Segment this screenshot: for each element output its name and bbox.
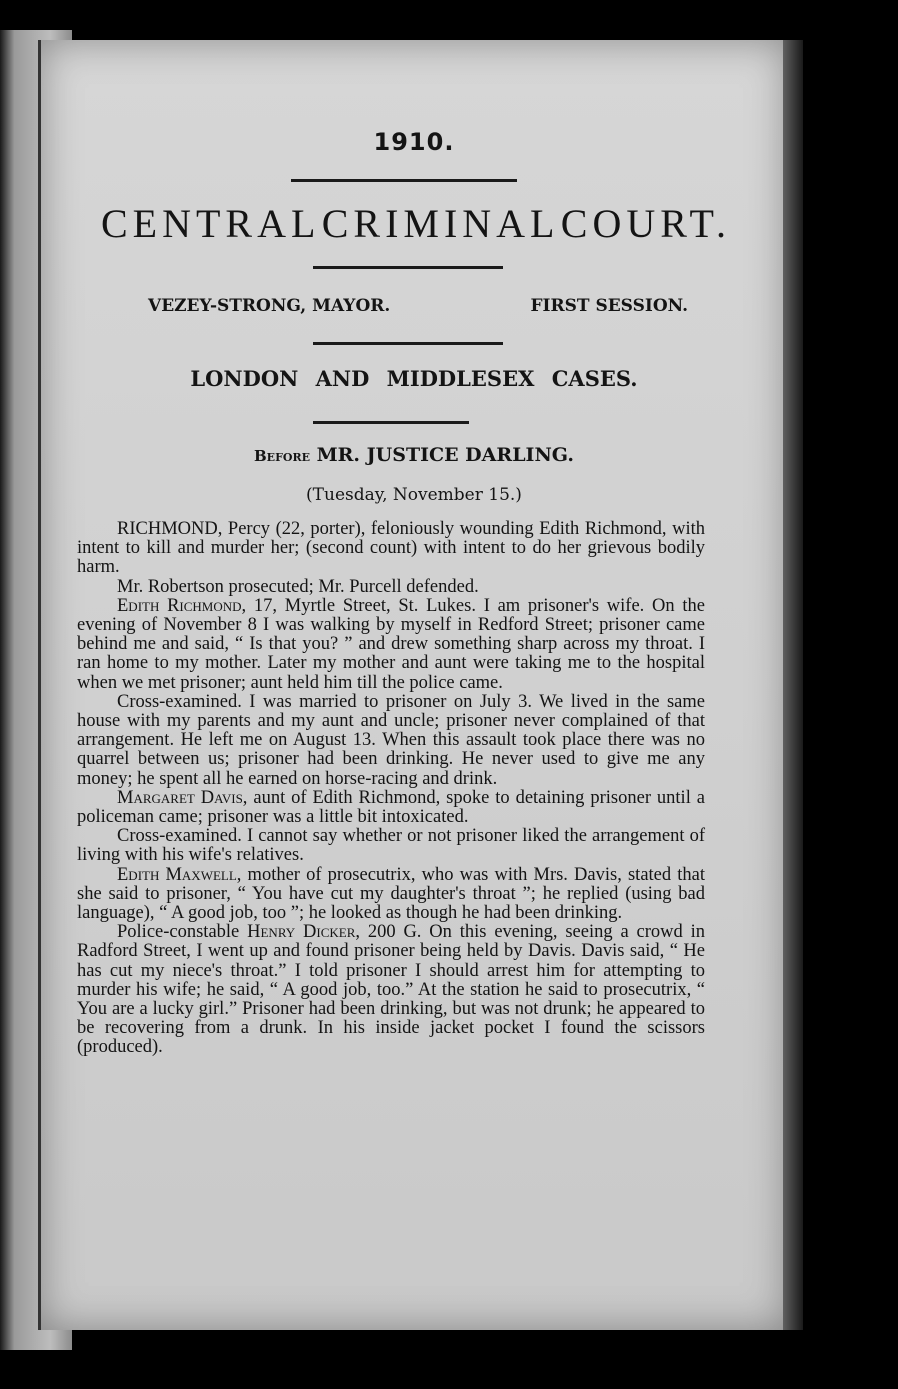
paragraph-text: , 17, Myrtle Street, St. Lukes. I am prisoner's wife. On the evening of November 8 I was walking by myself in Redford Street; prisoner came behind me and said, “ Is that you? ” and drew something sharp across my throat. I ran home to my mother. Later my mother and aunt were taking me to the hospital when we met prisoner; aunt held him till the police came. <box>77 595 705 693</box>
divider-rule <box>313 266 503 269</box>
witness-name: Margaret Davis <box>117 787 243 808</box>
witness-name: Edith Maxwell <box>117 864 237 885</box>
document-page <box>38 40 787 1330</box>
judge-heading <box>41 444 787 466</box>
defendant-name: RICHMOND <box>117 519 218 539</box>
before-prefix: Before <box>254 447 310 465</box>
court-title-word: COURT. <box>560 201 731 246</box>
divider-rule <box>313 421 469 424</box>
paragraph <box>77 789 705 827</box>
paragraph <box>77 578 705 597</box>
paragraph <box>77 827 705 865</box>
paragraph-text: Cross-examined. I cannot say whether or not prisoner liked the arrangement of living with his wife's relatives. <box>77 826 705 866</box>
paragraph <box>77 693 705 789</box>
paragraph-text: Mr. Robertson prosecuted; Mr. Purcell defended. <box>117 576 479 597</box>
paragraph-text: , 200 G. On this evening, seeing a crowd in Radford Street, I went up and found prisoner being held by Davis. Davis said, “ He has cut my niece's throat.” I told prisoner I should arrest him for attempting to murder his wife; he said, “ A good job, too.” At the station he said to prosecutrix, “ You are a lucky girl.” Prisoner had been drinking, but was not drunk; he appeared to be recovering from a drunk. In his inside jacket pocket I found the scissors (produced). <box>77 922 706 1058</box>
divider-rule <box>291 179 517 182</box>
witness-name: Henry Dicker <box>247 922 356 943</box>
divider-rule <box>313 342 503 345</box>
case-text <box>77 520 705 1058</box>
witness-name: Edith Richmond <box>117 595 242 616</box>
paragraph-text: , aunt of Edith Richmond, spoke to detaining prisoner until a policeman came; prisoner was a little bit intoxicated. <box>77 787 705 828</box>
court-title-word: CENTRAL <box>101 201 321 246</box>
witness-title: Police-constable <box>117 922 248 943</box>
paragraph-text: , mother of prosecutrix, who was with Mrs. Davis, stated that she said to prisoner, “ You have cut my daughter's throat ”; he replied (using bad language), “ A good job, too ”; he looked as though he had been drinking. <box>77 864 705 924</box>
page-shadow <box>783 40 803 1330</box>
paragraph-text: , Percy (22, porter), feloniously wounding Edith Richmond, with intent to kill and murder her; (second count) with intent to do her grievous bodily harm. <box>77 519 705 578</box>
session-label: FIRST SESSION. <box>530 296 688 316</box>
paragraph <box>77 520 705 578</box>
paragraph-text: Cross-examined. I was married to prisoner on July 3. We lived in the same house with my parents and my aunt and uncle; prisoner never complained of that arrangement. He left me on August 13. When this assault took place there was no quarrel between us; prisoner had been drinking. He never used to give me any money; he spent all he earned on horse-racing and drink. <box>77 691 705 789</box>
paragraph <box>77 597 705 693</box>
cases-heading: LONDON AND MIDDLESEX CASES. <box>190 366 638 391</box>
year-heading: 1910. <box>373 128 455 156</box>
court-title-word: CRIMINAL <box>321 201 560 246</box>
paragraph <box>77 866 705 924</box>
session-line <box>148 296 688 316</box>
court-title <box>101 200 731 247</box>
mayor-label: VEZEY-STRONG, MAYOR. <box>148 296 391 316</box>
paragraph <box>77 923 705 1057</box>
judge-name: MR. JUSTICE DARLING. <box>316 444 574 466</box>
session-date: (Tuesday, November 15.) <box>306 485 522 505</box>
